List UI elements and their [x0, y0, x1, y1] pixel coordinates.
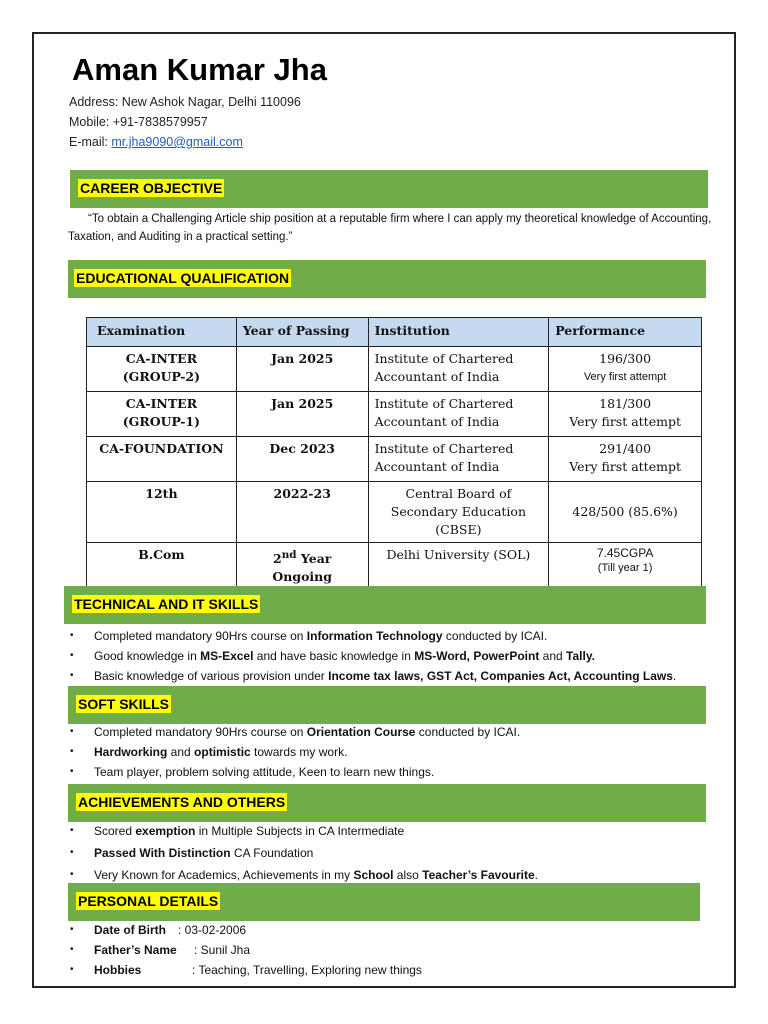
- exam-cell: CA-INTER (GROUP-2): [87, 347, 237, 392]
- table-row: [87, 347, 702, 392]
- year-rest: Year Ongoing: [272, 551, 333, 585]
- technical-skills-title: TECHNICAL AND IT SKILLS: [74, 596, 259, 612]
- performance-cell: [549, 482, 702, 543]
- score-note: Very first attempt: [569, 459, 681, 474]
- career-objective-header: [70, 170, 708, 208]
- hobbies-label: Hobbies: [94, 963, 142, 977]
- score-note: Very first attempt: [569, 414, 681, 429]
- score-note: Very first attempt: [583, 371, 667, 383]
- exam-cell: B.Com: [87, 543, 237, 590]
- dob-value: : 03-02-2006: [178, 923, 247, 937]
- performance-cell: [549, 543, 702, 590]
- performance-cell: [549, 347, 702, 392]
- list-item: • Good knowledge in MS-Excel and have basic knowledge in MS-Word, PowerPoint and Tally.: [70, 646, 676, 666]
- performance-cell: [549, 437, 702, 482]
- list-item: [70, 920, 422, 940]
- mobile-line: Mobile: +91-7838579957: [69, 115, 208, 129]
- year-sup: nd: [281, 549, 297, 561]
- score: 291/400: [599, 441, 652, 456]
- institution-cell: Institute of Chartered Accountant of India: [368, 392, 549, 437]
- list-item: • Basic knowledge of various provision under Income tax laws, GST Act, Companies Act, Accounting Laws.: [70, 666, 676, 686]
- father-name-label: Father’s Name: [94, 943, 177, 957]
- institution-cell: Central Board of Secondary Education (CBSE): [368, 482, 549, 543]
- header-year: Year of Passing: [236, 318, 368, 347]
- achievements-header: [68, 784, 706, 822]
- year-cell: Jan 2025: [236, 392, 368, 437]
- year-cell: Dec 2023: [236, 437, 368, 482]
- institution-cell: Institute of Chartered Accountant of India: [368, 437, 549, 482]
- email-link[interactable]: mr.jha9090@gmail.com: [111, 135, 243, 149]
- email-label: E-mail:: [69, 135, 112, 149]
- list-item: • Completed mandatory 90Hrs course on Orientation Course conducted by ICAI.: [70, 722, 520, 742]
- year-prefix: 2: [273, 551, 282, 567]
- technical-skills-header: [64, 586, 706, 624]
- performance-cell: [549, 392, 702, 437]
- year-cell: [236, 543, 368, 590]
- institution-cell: Institute of Chartered Accountant of India: [368, 347, 549, 392]
- personal-details-header: [68, 883, 700, 921]
- candidate-name: Aman Kumar Jha: [72, 52, 327, 87]
- list-item: • Scored exemption in Multiple Subjects in CA Intermediate: [70, 820, 538, 842]
- father-name-value: : Sunil Jha: [194, 943, 251, 957]
- address-line: Address: New Ashok Nagar, Delhi 110096: [69, 95, 301, 109]
- resume-page: [32, 32, 736, 988]
- email-line: [69, 135, 243, 149]
- list-item: [70, 940, 422, 960]
- list-item: • Completed mandatory 90Hrs course on Information Technology conducted by ICAI.: [70, 626, 676, 646]
- institution-cell: Delhi University (SOL): [368, 543, 549, 590]
- table-header-row: [87, 318, 702, 347]
- score-note: (Till year 1): [597, 562, 653, 574]
- career-objective-text: “To obtain a Challenging Article ship position at a reputable firm where I can apply my theoretical knowledge of Accounting, Taxation, and Auditing in a practical setting.”: [68, 213, 712, 243]
- soft-skills-header: [68, 686, 706, 724]
- header-examination: Examination: [87, 318, 237, 347]
- year-cell: Jan 2025: [236, 347, 368, 392]
- score: 7.45CGPA: [596, 546, 654, 560]
- list-item: • Team player, problem solving attitude, Keen to learn new things.: [70, 762, 520, 782]
- soft-skills-list: [70, 722, 520, 782]
- personal-details-title: PERSONAL DETAILS: [78, 893, 219, 909]
- dob-label: Date of Birth: [94, 923, 166, 937]
- career-objective-title: CAREER OBJECTIVE: [80, 180, 223, 196]
- exam-cell: CA-FOUNDATION: [87, 437, 237, 482]
- list-item: • Very Known for Academics, Achievements in my School also Teacher’s Favourite.: [70, 864, 538, 886]
- achievements-list: [70, 820, 538, 886]
- table-row: [87, 437, 702, 482]
- table-row: [87, 392, 702, 437]
- list-item: [70, 960, 422, 980]
- table-row: [87, 482, 702, 543]
- header-performance: Performance: [549, 318, 702, 347]
- score: 181/300: [599, 396, 652, 411]
- soft-skills-title: SOFT SKILLS: [78, 696, 169, 712]
- personal-details-list: [70, 920, 422, 980]
- education-table: [86, 317, 702, 590]
- achievements-title: ACHIEVEMENTS AND OTHERS: [78, 794, 286, 810]
- list-item: • Hardworking and optimistic towards my work.: [70, 742, 520, 762]
- list-item: • Passed With Distinction CA Foundation: [70, 842, 538, 864]
- technical-skills-list: [70, 626, 676, 686]
- score: 428/500 (85.6%): [572, 504, 678, 519]
- education-title: EDUCATIONAL QUALIFICATION: [76, 270, 290, 286]
- header-institution: Institution: [368, 318, 549, 347]
- table-row: [87, 543, 702, 590]
- score: 196/300: [599, 351, 652, 366]
- education-header: [68, 260, 706, 298]
- exam-cell: 12th: [87, 482, 237, 543]
- year-cell: 2022-23: [236, 482, 368, 543]
- exam-cell: CA-INTER (GROUP-1): [87, 392, 237, 437]
- hobbies-value: : Teaching, Travelling, Exploring new things: [192, 963, 422, 977]
